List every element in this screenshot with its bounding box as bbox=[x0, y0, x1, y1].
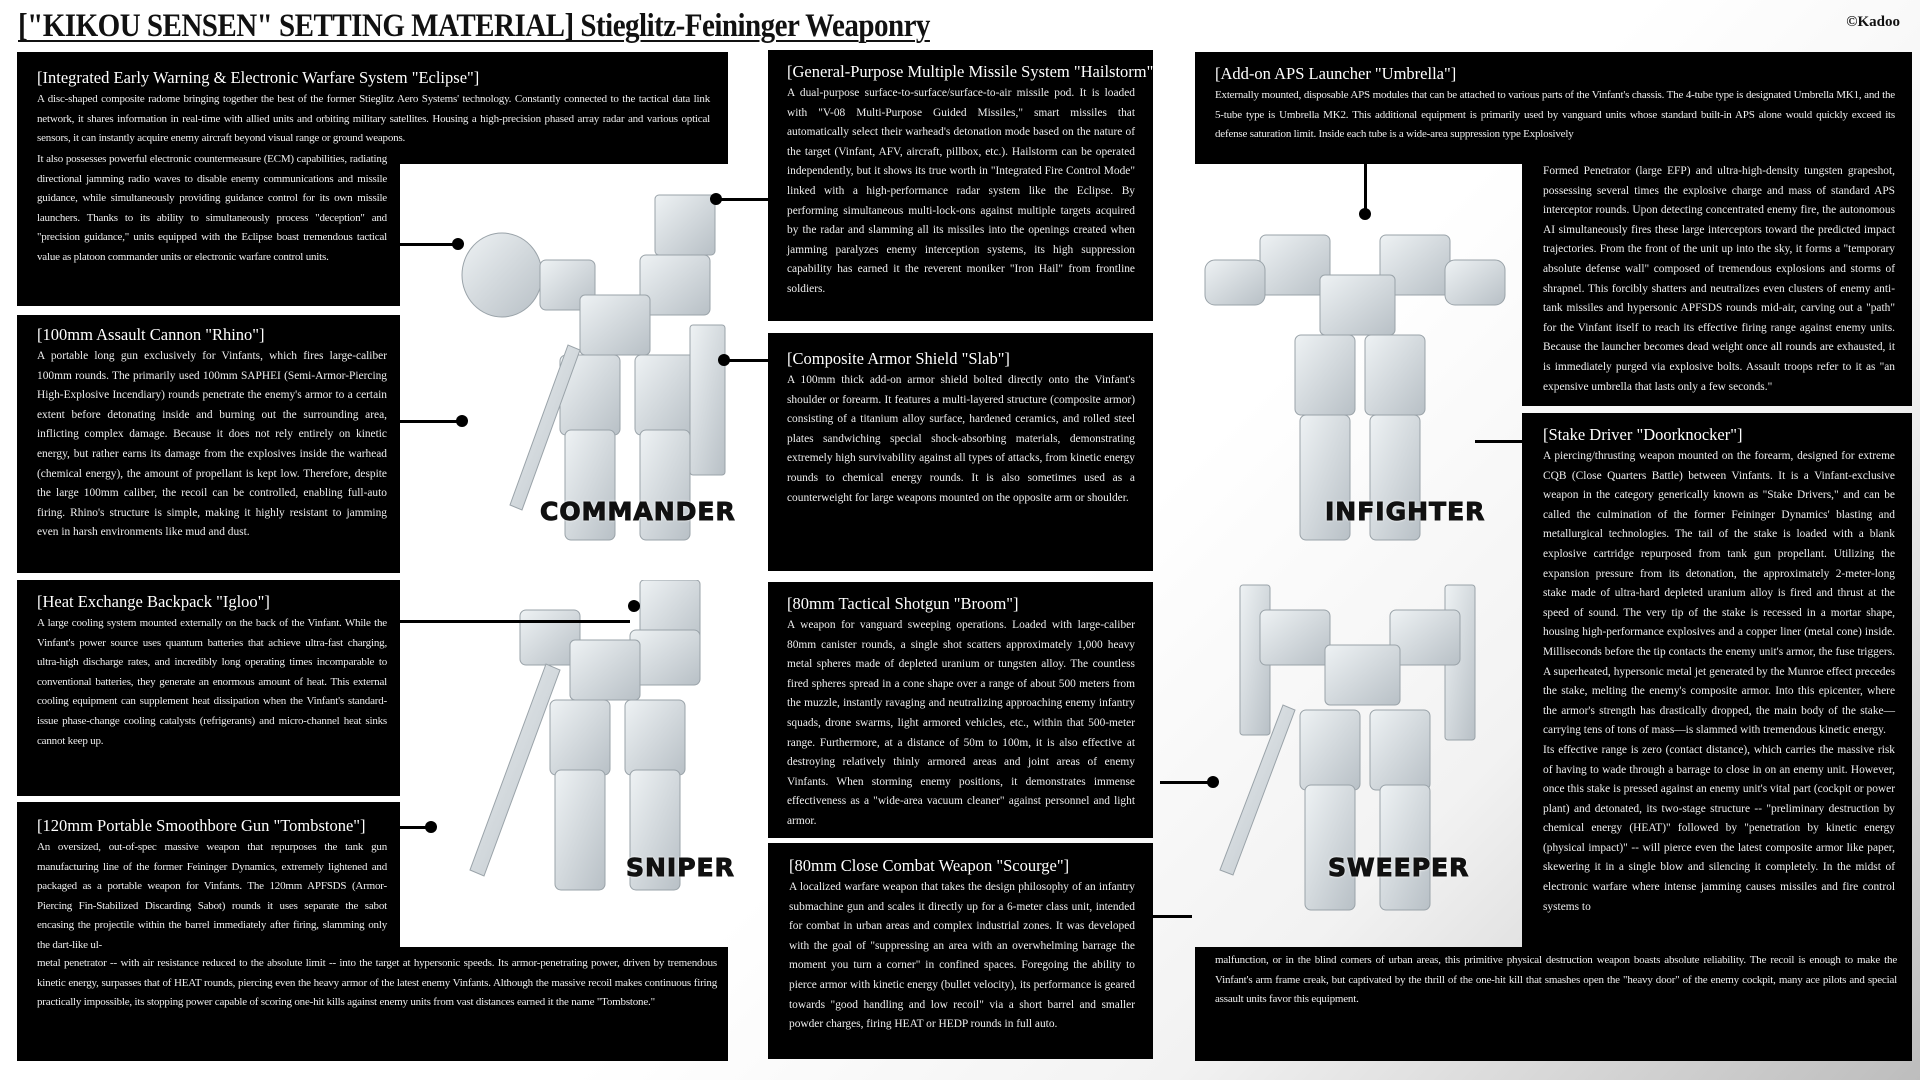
rhino-title: [100mm Assault Cannon "Rhino"] bbox=[37, 325, 265, 344]
hailstorm-card bbox=[787, 62, 1159, 300]
unit-label-sniper: SNIPER bbox=[626, 853, 735, 882]
leader-dot-slab bbox=[718, 354, 730, 366]
eclipse-title: [Integrated Early Warning & Electronic Warfare System "Eclipse"] bbox=[37, 68, 480, 87]
eclipse-body-bottom: It also possesses powerful electronic countermeasure (ECM) capabilities, radiating directional jamming radio waves to disable enemy communications and missile guidance, while simultaneously providing guidance control for its own missile launchers. Thanks to its ability to simultaneously process "deception" and "precision guidance," units equipped with the Eclipse boast tremendous tactical value as platoon commander units or electronic warfare control units. bbox=[37, 153, 387, 263]
slab-title: [Composite Armor Shield "Slab"] bbox=[787, 349, 1010, 368]
leader-line-doorknocker bbox=[1475, 440, 1522, 443]
leader-dot-tombstone bbox=[425, 821, 437, 833]
tombstone-title: [120mm Portable Smoothbore Gun "Tombstone"] bbox=[37, 816, 366, 835]
leader-line-hailstorm bbox=[716, 198, 768, 201]
commander-mech-image bbox=[440, 175, 760, 550]
umbrella-body-top: Externally mounted, disposable APS modules that can be attached to various parts of the Vinfant's chassis. The 4-tube type is designated Umbrella MK1, and the 5-tube type is Umbrella MK2. This additional equipment is primarily used by vanguard units whose standard built-in APS alone would quickly exceed its defense saturation limit. Inside each tube is a wide-area suppression type Explosively bbox=[1215, 89, 1895, 141]
doorknocker-card bbox=[1543, 425, 1895, 917]
scourge-body: A localized warfare weapon that takes the design philosophy of an infantry submachine gun and scales it directly up for a 6-meter class unit, intended for combat in urban areas and complex industrial zones. It was developed with the goal of "suppressing an area with an overwhelming barrage the moment you turn a corner" in confined spaces. Foregoing the ability to pierce armor with kinetic energy (bullet velocity), its performance is geared towards "good handling and low recoil" via a short barrel and smaller powder charges, firing HEAT or HEDP rounds in full auto. bbox=[789, 881, 1135, 1031]
leader-line-broom bbox=[1160, 781, 1212, 784]
leader-line-umbrella bbox=[1364, 162, 1367, 212]
broom-body: A weapon for vanguard sweeping operations. Loaded with large-caliber 80mm canister rounds, a single shot scatters approximately 1,000 heavy metal spheres made of depleted uranium or tungsten alloy. The countless fired spheres spread in a cone shape over a range of about 500 meters from the muzzle, instantly ravaging and neutralizing approaching enemy infantry squads, drone swarms, light armored vehicles, etc., within that 500-meter range. Furthermore, at a distance of 50m to 100m, it is also effective at destroying relatively thinly armored areas and joint areas of enemy Vinfants. When storming enemy positions, it demonstrates immense effectiveness as a "wide-area vacuum cleaner" against personnel and light armor. bbox=[787, 619, 1135, 827]
credit: ©Kadoo bbox=[1846, 14, 1900, 30]
slab-card bbox=[787, 349, 1135, 508]
broom-card bbox=[787, 594, 1135, 832]
leader-dot-broom bbox=[1207, 776, 1219, 788]
doorknocker-card-lower bbox=[1215, 951, 1897, 1010]
igloo-card bbox=[37, 592, 387, 751]
igloo-title: [Heat Exchange Backpack "Igloo"] bbox=[37, 592, 270, 611]
rhino-body: A portable long gun exclusively for Vinfants, which fires large-caliber 100mm rounds. The primarily used 100mm SAPHEI (Semi-Armor-Piercing High-Explosive Incendiary) rounds penetrate the enemy's armor to a certain extent before detonating inside and burning out the surrounding area, inflicting complex damage. Because it does not rely entirely on kinetic energy, but rather earns its damage from the explosives inside the warhead (chemical energy), the amount of propellant is kept low. Therefore, despite the large 100mm caliber, the recoil can be controlled, enabling full-auto firing. Rhino's structure is simple, making it highly resistant to jamming even in harsh environments like mud and dust. bbox=[37, 350, 387, 539]
eclipse-card-lower bbox=[37, 150, 387, 268]
leader-dot-rhino bbox=[456, 415, 468, 427]
leader-line-slab bbox=[724, 359, 768, 362]
leader-dot-eclipse bbox=[452, 238, 464, 250]
umbrella-card bbox=[1215, 64, 1895, 145]
tombstone-card-lower bbox=[37, 954, 717, 1013]
leader-line-rhino bbox=[400, 420, 462, 423]
unit-label-sweeper: SWEEPER bbox=[1328, 853, 1470, 882]
umbrella-body-bottom: Formed Penetrator (large EFP) and ultra-high-density tungsten grapeshot, possessing several times the explosive charge and mass of standard APS interceptor rounds. Upon detecting concentrated enemy fire, the autonomous AI simultaneously fires these large interceptors toward the predicted impact trajectories. From the front of the unit up into the sky, it forms a "temporary absolute defense wall" composed of tremendous explosions and storms of shrapnel. This forcibly shatters and neutralizes even clusters of enemy anti-tank missiles and hypersonic APFSDS rounds mid-air, carving out a "path" for the Vinfant itself to reach its effective firing range against enemy units. Because the launcher becomes dead weight once all rounds are exhausted, it is immediately purged via explosive bolts. Assault troops refer to it as "an expensive umbrella that lasts only a few seconds." bbox=[1543, 165, 1895, 393]
infighter-mech-image bbox=[1200, 185, 1510, 550]
igloo-body: A large cooling system mounted externally on the back of the Vinfant. While the Vinfant's power source uses quantum batteries that achieve ultra-fast charging, ultra-high discharge rates, and incredibly long operating times incomparable to conventional batteries, they generate an enormous amount of heat. This external cooling equipment can supplement heat dissipation when the Vinfant's standard-issue phase-change cooling catalysts (refrigerants) and micro-channel heat sinks cannot keep up. bbox=[37, 617, 387, 747]
eclipse-body-top: A disc-shaped composite radome bringing together the best of the former Stieglitz Aero Systems' technology. Constantly connected to the tactical data link network, it shares information in real-time with allied units and orbiting military satellites. Housing a high-precision phased array radar and various optical sensors, it can instantly acquire enemy aircraft beyond visual range or ground weapons. bbox=[37, 93, 710, 145]
umbrella-card-lower bbox=[1543, 162, 1895, 397]
tombstone-card bbox=[37, 816, 387, 956]
doorknocker-title: [Stake Driver "Doorknocker"] bbox=[1543, 425, 1743, 444]
leader-dot-umbrella bbox=[1359, 208, 1371, 220]
doorknocker-body-2: Its effective range is zero (contact distance), which carries the massive risk of having to wade through a barrage to close in on an enemy unit. However, once this stake is pressed against an enemy unit's vital part (cockpit or power plant) and detonated, its two-stage structure -- "preliminary destruction by chemical energy (HEAT)" followed by "penetration by kinetic energy (physical impact)" -- will pierce even the latest composite armor like paper, skewering it in a single blow and silencing it completely. In the midst of electronic warfare where intense jamming causes missiles and fire control systems to bbox=[1543, 743, 1895, 913]
unit-label-infighter: INFIGHTER bbox=[1325, 497, 1486, 526]
leader-dot-hailstorm bbox=[710, 193, 722, 205]
leader-line-eclipse bbox=[400, 243, 457, 246]
slab-body: A 100mm thick add-on armor shield bolted directly onto the Vinfant's shoulder or forearm. It features a multi-layered structure (composite armor) consisting of a titanium alloy surface, hardened ceramics, and rolled steel plates sandwiching special shock-absorbing materials, demonstrating extremely high survivability against all types of attacks, from kinetic energy rounds to chemical energy rounds. It is also sometimes used as a counterweight for large weapons mounted on the opposite arm or shoulder. bbox=[787, 374, 1135, 504]
hailstorm-title: [General-Purpose Multiple Missile System "Hailstorm"] bbox=[787, 62, 1159, 81]
rhino-card bbox=[37, 325, 387, 543]
tombstone-body-top: An oversized, out-of-spec massive weapon that repurposes the tank gun manufacturing line of the former Feininger Dynamics, extremely lightened and packaged as a portable weapon for Vinfants. The 120mm APFSDS (Armor-Piercing Fin-Stabilized Discarding Sabot) rounds it uses separate the sabot encasing the projectile within the barrel immediately after firing, slamming only the dart-like ul- bbox=[37, 841, 387, 951]
umbrella-title: [Add-on APS Launcher "Umbrella"] bbox=[1215, 64, 1457, 83]
leader-dot-igloo bbox=[628, 600, 640, 612]
broom-title: [80mm Tactical Shotgun "Broom"] bbox=[787, 594, 1019, 613]
hailstorm-body: A dual-purpose surface-to-surface/surface-to-air missile pod. It is loaded with "V-08 Multi-Purpose Guided Missiles," smart missiles that automatically select their warhead's detonation mode based on the nature of the target (Vinfant, AFV, aircraft, pillbox, etc.). Hailstorm can be operated independently, but it shows its true worth in "Integrated Fire Control Mode" linked with a high-performance radar system like the Eclipse. By performing simultaneous multi-lock-ons against multiple targets acquired by the radar and slamming all its missiles into the openings created when jamming paralyzes enemy interception systems, its high suppression capability has earned it the reverent moniker "Iron Hail" from frontline soldiers. bbox=[787, 87, 1135, 295]
leader-line-scourge bbox=[1152, 915, 1192, 918]
scourge-card bbox=[789, 856, 1135, 1035]
tombstone-body-bottom: metal penetrator -- with air resistance reduced to the absolute limit -- into the target at hypersonic speeds. Its armor-penetrating power, driven by tremendous kinetic energy, surpasses that of HEAT rounds, piercing even the heavy armor of the latest enemy Vinfants. Although the massive recoil makes continuous firing practically impossible, its stopping power capable of scoring one-hit kills against enemy units from vast distances earned it the name "Tombstone." bbox=[37, 957, 717, 1009]
doorknocker-body-1: A piercing/thrusting weapon mounted on the forearm, designed for extreme CQB (Close Quarters Battle) between Vinfants. It is a Vinfant-exclusive weapon in the category generically known as "Stake Drivers," and can be called the culmination of the former Feininger Dynamics' blasting and metallurgical technologies. The tail of the stake is loaded with a blank explosive cartridge repurposed from tank gun propellant. Utilizing the expansion pressure from its detonation, the approximately 2-meter-long stake made of ultra-hard depleted uranium alloy is fired and thrust at the speed of sound. The very tip of the stake is recessed in a mortar shape, housing high-performance explosives and a copper liner (metal cone) inside. Milliseconds before the tip contacts the enemy unit's armor, the fuse triggers. A superheated, hypersonic metal jet generated by the Munroe effect precedes the stake, melting the enemy's composite armor. Into this epicenter, where the armor's strength has drastically dropped, the main body of the stake—carrying tens of tons of mass—is slammed with tremendous kinetic energy. bbox=[1543, 450, 1895, 737]
leader-line-igloo bbox=[400, 620, 630, 623]
doorknocker-body-bottom: malfunction, or in the blind corners of urban areas, this primitive physical destruction weapon boasts absolute reliability. The recoil is enough to make the Vinfant's arm frame creak, but captivated by the thrill of the one-hit kill that smashes open the "heavy door" of the enemy cockpit, many ace pilots and special assault units favor this equipment. bbox=[1215, 954, 1897, 1006]
page-title: ["KIKOU SENSEN" SETTING MATERIAL] Stieglitz-Feininger Weaponry bbox=[18, 8, 930, 44]
unit-label-commander: COMMANDER bbox=[540, 497, 736, 526]
eclipse-card bbox=[37, 68, 710, 149]
scourge-title: [80mm Close Combat Weapon "Scourge"] bbox=[789, 856, 1070, 875]
